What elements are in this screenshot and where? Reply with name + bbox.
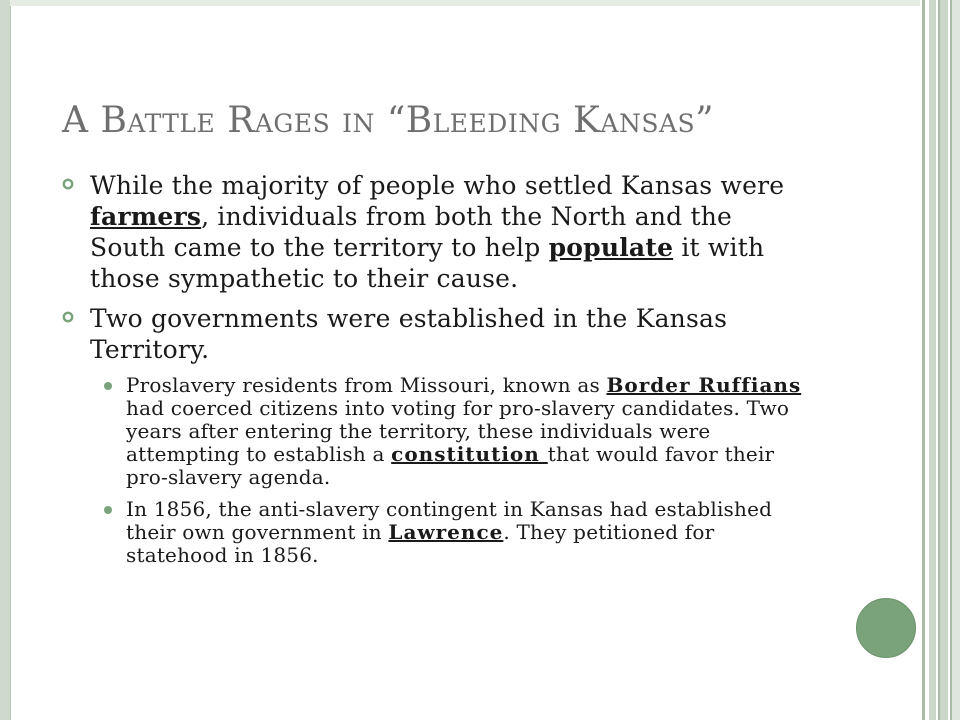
loop-bullet-icon (62, 311, 74, 323)
dot-bullet-icon (104, 506, 112, 514)
keyword-populate: populate (548, 233, 674, 262)
keyword-farmers: farmers (90, 202, 202, 231)
green-circle-decoration (856, 598, 916, 658)
bullet-item (62, 303, 807, 567)
bullet-text: While the majority of people who settled Kansas were (90, 171, 785, 200)
left-border (0, 0, 11, 720)
sub-bullet-text: had coerced citizens into voting for pro-slavery candidates. Two years after entering the territory, these individuals were attempting to establish a (126, 396, 790, 466)
dot-bullet-icon (104, 382, 112, 390)
sub-bullet-item (98, 498, 807, 567)
bullet-text: Two governments were established in the Kansas Territory. (90, 304, 728, 364)
keyword-lawrence: Lawrence (388, 520, 504, 544)
bullet-text: it with those sympathetic to their cause. (90, 233, 765, 293)
sub-bullet-list (98, 374, 807, 567)
sub-bullet-item (98, 374, 807, 489)
bullet-text: , individuals from both the North and the South came to the territory to help (90, 202, 733, 262)
slide-title: A Battle Rages in “Bleeding Kansas” (62, 100, 715, 141)
sub-bullet-text: . They petitioned for statehood in 1856. (126, 520, 715, 567)
bullet-item (62, 170, 807, 294)
keyword-constitution: constitution (391, 442, 548, 466)
bullet-list (62, 170, 807, 567)
loop-bullet-icon (62, 178, 74, 190)
sub-bullet-text: In 1856, the anti-slavery contingent in Kansas had established their own government in (126, 497, 773, 544)
keyword-border-ruffians: Border Ruffians (606, 373, 802, 397)
right-stripe-decoration (920, 0, 960, 720)
sub-bullet-text: Proslavery residents from Missouri, known as (126, 373, 607, 397)
sub-bullet-text: that would favor their pro-slavery agenda. (126, 442, 775, 489)
top-border (10, 0, 920, 6)
